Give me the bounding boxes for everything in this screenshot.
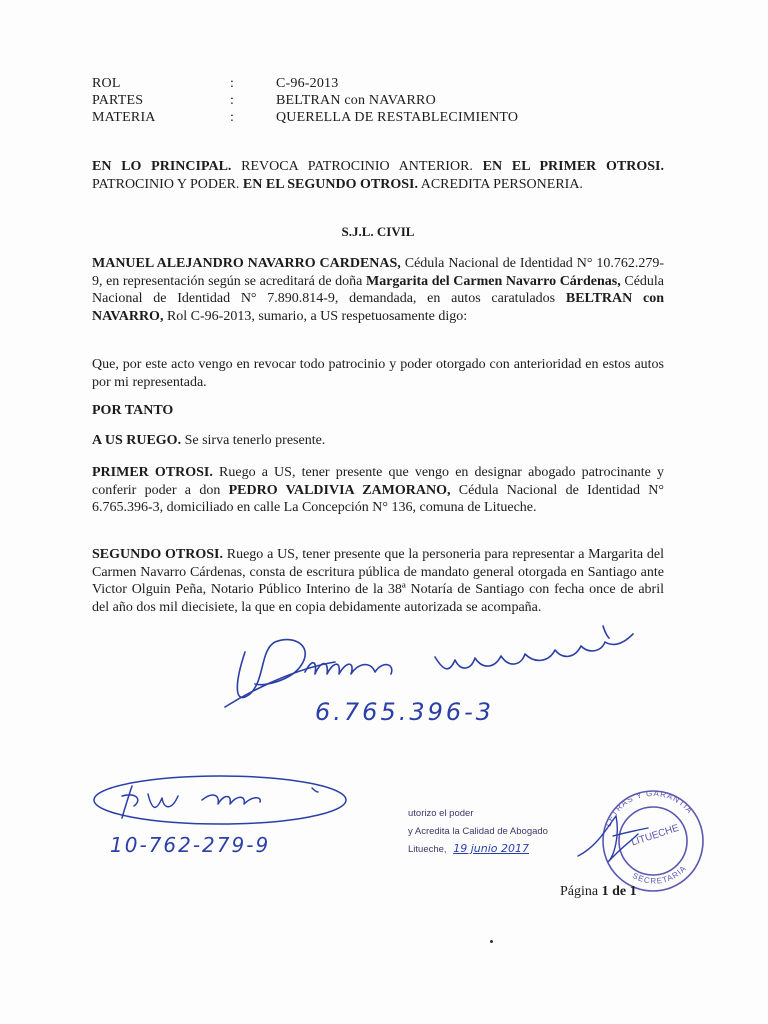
signature-client-id: 10-762-279-9 (110, 833, 271, 857)
revoke-paragraph: Que, por este acto vengo en revocar todo patrocinio y poder otorgado con anterioridad en estos autos por mi representada. (92, 357, 664, 390)
header-colon: : (230, 76, 235, 91)
summary-text-1: REVOCA PATROCINIO ANTERIOR. (231, 159, 483, 174)
intro-name-2: Margarita del Carmen Navarro Cárdenas, (365, 273, 621, 289)
page-of: de (612, 884, 627, 899)
primer-otrosi-name: PEDRO VALDIVIA ZAMORANO, (228, 482, 451, 498)
signature-lawyer-id: 6.765.396-3 (315, 698, 495, 726)
summary-text-2: PATROCINIO Y PODER. (92, 176, 243, 192)
summary-segundo-otrosi: EN EL SEGUNDO OTROSI. (242, 176, 418, 192)
segundo-otrosi-bold: SEGUNDO OTROSI. (92, 547, 223, 562)
primer-otrosi-text-2: Cédula Nacional de Identidad N° 6.765.396-3, domiciliado en calle La Concepción N° 136, comuna de Litueche. (92, 482, 664, 515)
signature-lawyer (205, 612, 665, 732)
header-key: ROL (92, 76, 121, 91)
scan-speck (490, 940, 493, 943)
primer-otrosi-bold: PRIMER OTROSI. (92, 465, 213, 480)
header-value: BELTRAN con NAVARRO (276, 93, 436, 108)
header-colon: : (230, 110, 235, 125)
stamp-line-1: utorizo el poder (408, 808, 474, 819)
intro-paragraph (92, 255, 664, 325)
intro-text-1: Cédula Nacional de Identidad N° 10.762.279-9, en representación según se acreditará de doña (92, 256, 665, 289)
seal-center-text: LITUECHE (630, 822, 681, 849)
page-number (560, 884, 637, 900)
ruego-paragraph (92, 432, 664, 450)
segundo-otrosi-paragraph (92, 546, 664, 616)
summary-text-3: ACREDITA PERSONERIA. (417, 176, 583, 192)
court-seal (568, 786, 718, 896)
court-heading: S.J.L. CIVIL (341, 224, 415, 239)
summary-paragraph (92, 158, 664, 193)
stamp-line-2: y Acredita la Calidad de Abogado (408, 826, 548, 837)
page-label: Página (560, 884, 599, 899)
header-key: MATERIA (92, 110, 156, 125)
header-key: PARTES (92, 93, 144, 108)
header-colon: : (230, 93, 235, 108)
intro-text-3: Rol C-96-2013, sumario, a US respetuosamente digo: (163, 308, 468, 324)
summary-primer-otrosi: EN EL PRIMER OTROSI. (482, 159, 664, 174)
signature-client (92, 770, 362, 860)
summary-principal: EN LO PRINCIPAL. (92, 159, 232, 174)
stamp-city: Litueche, (408, 844, 447, 855)
segundo-otrosi-text: Ruego a US, tener presente que la personeria para representar a Margarita del Carmen Navarro Cárdenas, consta de escritura pública de mandato general otorgada en Santiago ante Victor Olguin Peña, Notario Público Interino de la 38ª Notaría de Santiago con fecha once de abril del año dos mil diecisiete, la que en copia debidamente autorizada se acompaña. (92, 547, 664, 615)
stamp-line-3 (408, 842, 529, 855)
por-tanto-heading (92, 402, 664, 420)
ruego-text: Se sirva tenerlo presente. (181, 433, 326, 448)
seal-bottom-text: SECRETARIA (630, 863, 689, 886)
seal-top-text: LETRAS Y GARANTIA (603, 788, 695, 828)
page-current: 1 (601, 884, 609, 899)
primer-otrosi-text-1: Ruego a US, tener presente que vengo en designar abogado patrocinante y conferir poder a don (92, 465, 665, 498)
primer-otrosi-paragraph (92, 464, 664, 517)
intro-text-2: Cédula Nacional de Identidad N° 7.890.814-9, demandada, en autos caratulados (92, 273, 665, 306)
intro-name: MANUEL ALEJANDRO NAVARRO CARDENAS, (92, 256, 401, 271)
header-value: QUERELLA DE RESTABLECIMIENTO (276, 110, 519, 125)
por-tanto-text: POR TANTO (92, 403, 174, 418)
ruego-bold: A US RUEGO. (92, 433, 182, 448)
page-total: 1 (629, 884, 637, 899)
intro-case: BELTRAN con NAVARRO, (92, 291, 664, 324)
header-value: C-96-2013 (276, 76, 339, 91)
stamp-date: 19 junio 2017 (453, 842, 529, 855)
